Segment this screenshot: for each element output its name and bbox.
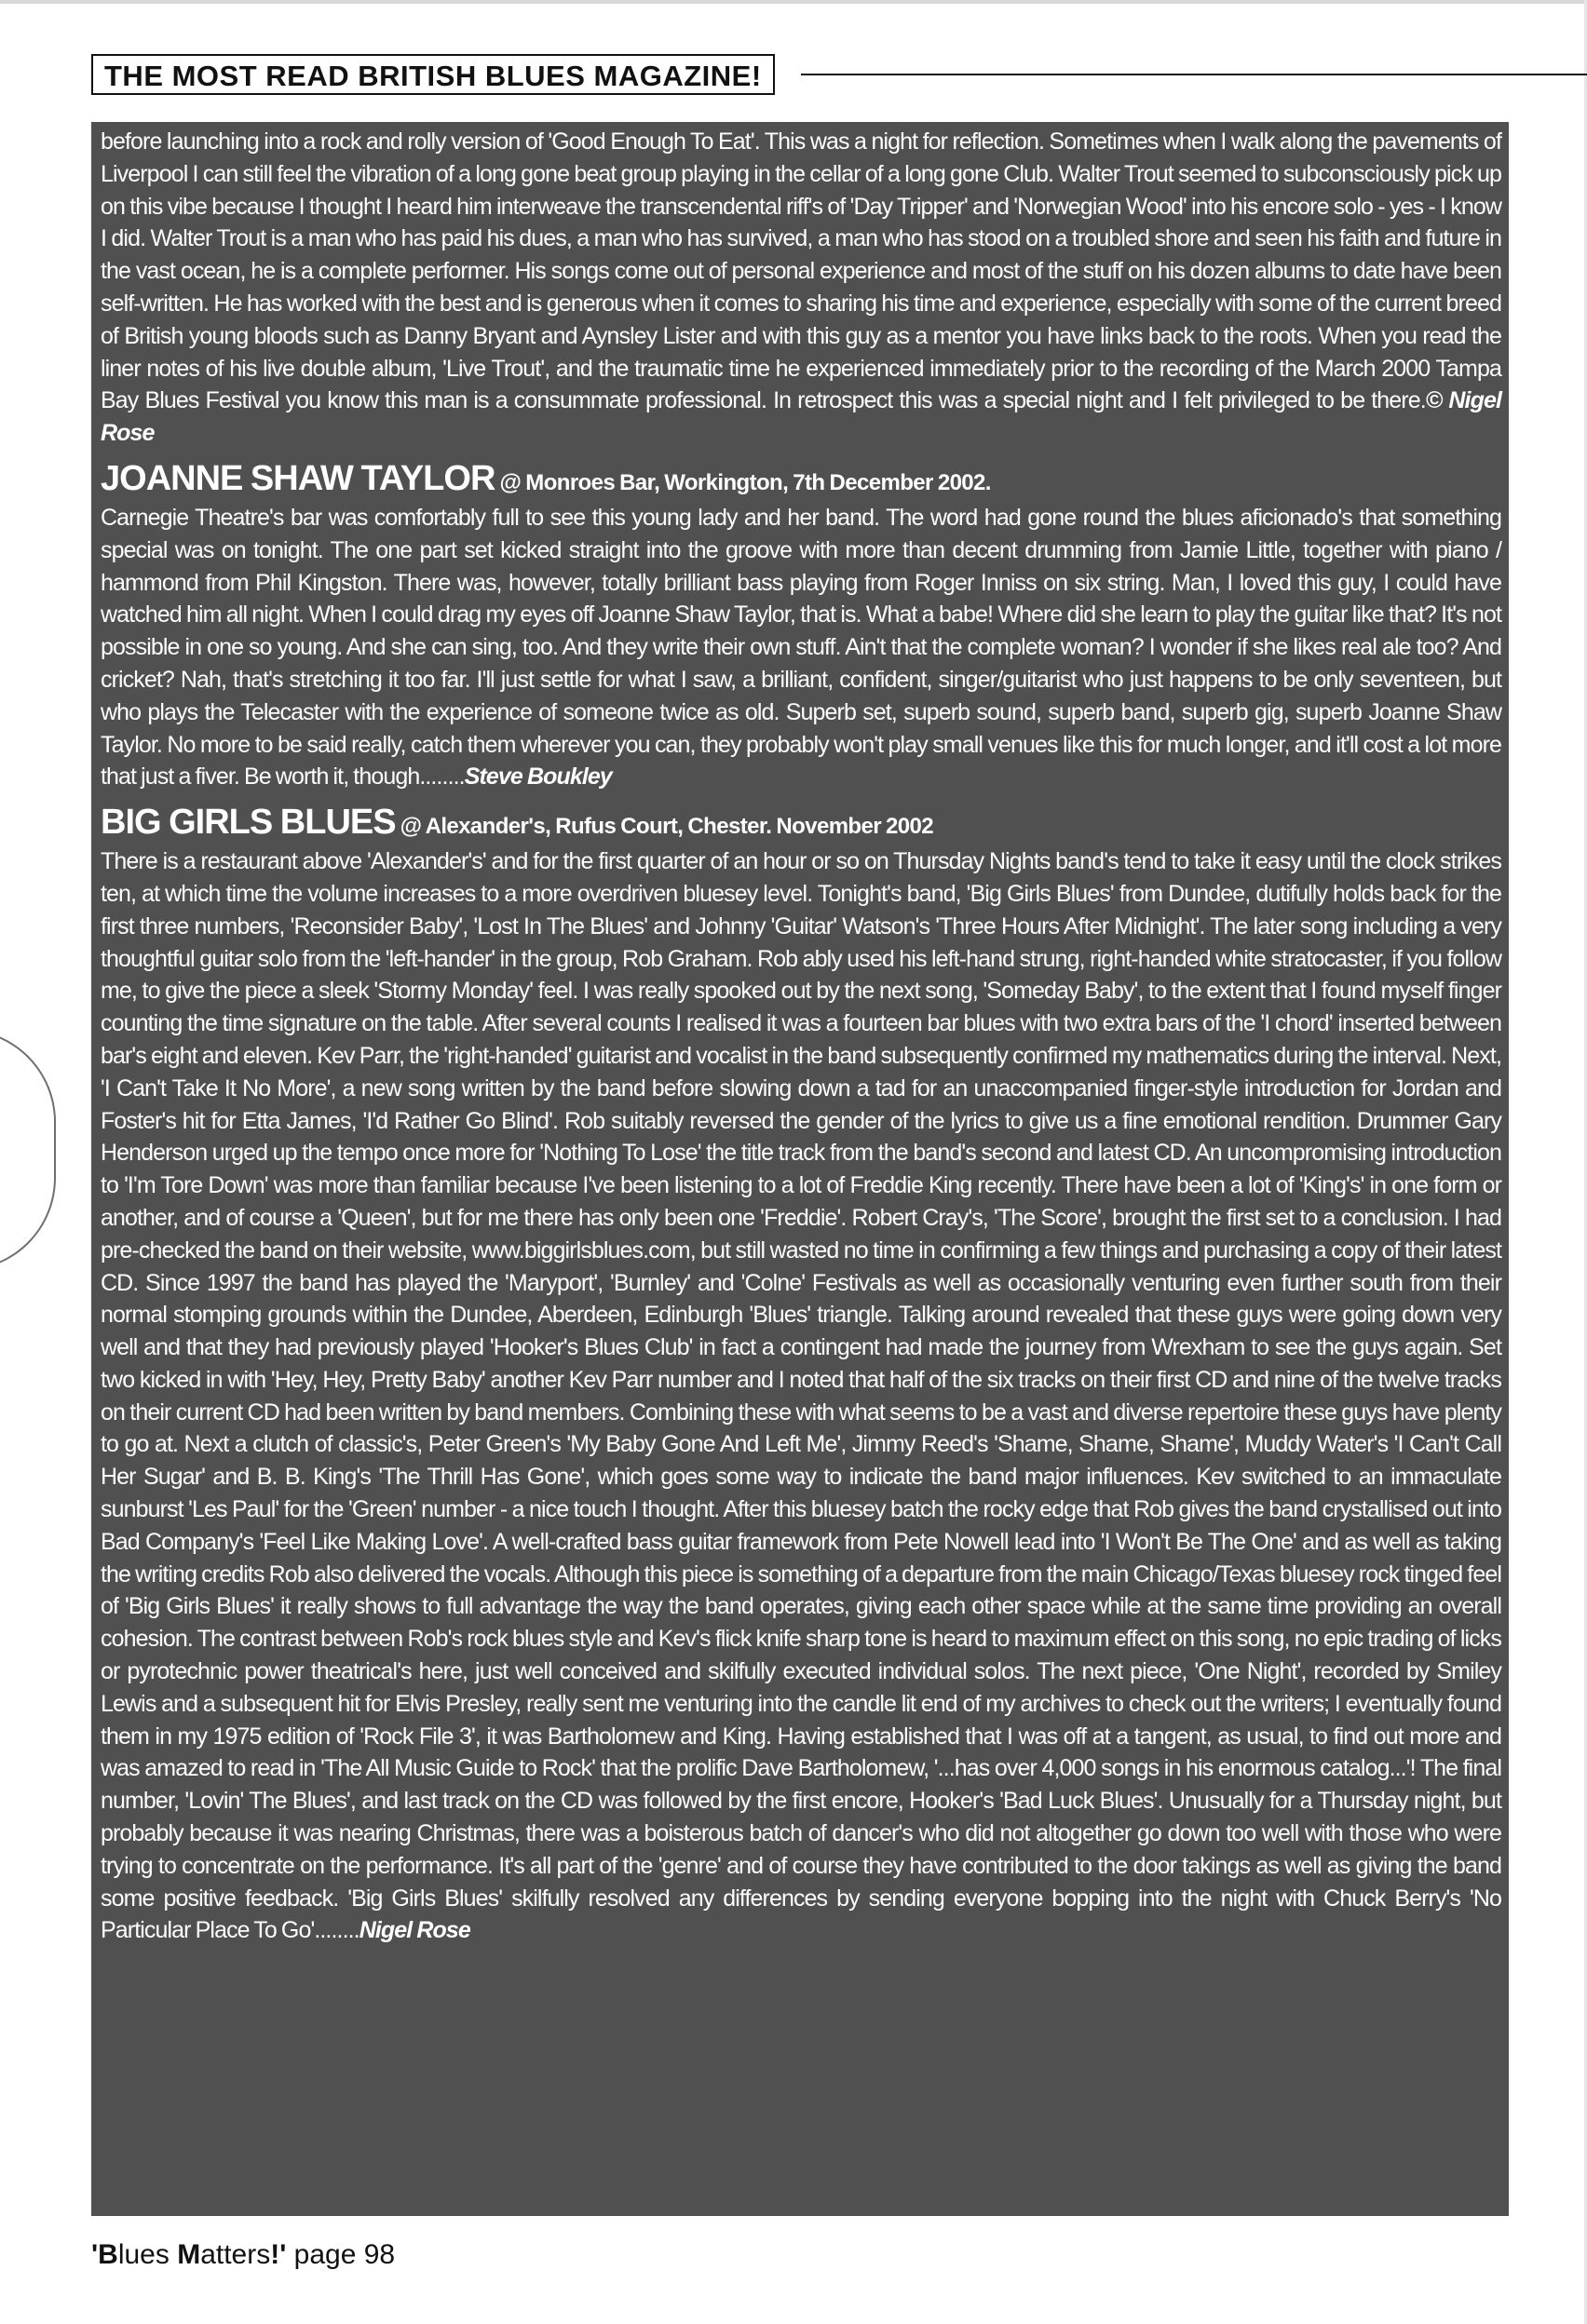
footer-quote: ' — [91, 2239, 99, 2270]
masthead-title: THE MOST READ BRITISH BLUES MAGAZINE! — [91, 54, 775, 95]
footer-atters: atters — [200, 2239, 271, 2270]
page-footer — [91, 2239, 395, 2271]
review-body: Carnegie Theatre's bar was comfortably full to see this young lady and her band. The word had gone round the blues aficionado's that something special was on tonight. The one part set kicked straight into the groove with more than decent drumming from Jamie Little, together with piano / hammond from Phil Kingston. There was, however, totally brilliant bass playing from Roger Inniss on six string. Man, I loved this guy, I could have watched him all night. When I could drag my eyes off Joanne Shaw Taylor, that is. What a babe! Where did she learn to play the guitar like that? It's not possible in one so young. And she can sing, too. And they write their own stuff. Ain't that the complete woman? I wonder if she likes real ale too? And cricket? Nah, that's stretching it too far. I'll just settle for what I saw, a brilliant, confident, singer/guitarist who just happens to be only seventeen, but who plays the Telecaster with the experience of someone twice as old. Superb set, superb sound, superb band, superb gig, superb Joanne Shaw Taylor. No more to be said really, catch them wherever you can, they probably won't play small venues like this for much longer, and it'll cost a lot more that just a fiver. Be worth it, though........ — [101, 504, 1501, 790]
footer-page-number: page 98 — [286, 2239, 396, 2270]
footer-lues: lues — [117, 2239, 178, 2270]
review-body: before launching into a rock and rolly version of 'Good Enough To Eat'. This was a night for reflection. Sometimes when I walk along the pavements of Liverpool I can still feel the vibration of a long gone beat group playing in the cellar of a long gone Club. Walter Trout seemed to subconsciously pick up on this vibe because I thought I heard him interweave the transcendental riff's of 'Day Tripper' and 'Norwegian Wood' into his encore solo - yes - I know I did. Walter Trout is a man who has paid his dues, a man who has survived, a man who has stood on a troubled shore and seen his faith and future in the vast ocean, he is a complete performer. His songs come out of personal experience and most of the stuff on his dozen albums to date have been self-written. He has worked with the best and is generous when it comes to sharing his time and experience, especially with some of the current breed of British young bloods such as Danny Bryant and Aynsley Lister and with this guy as a mentor you have links back to the roots. When you read the liner notes of his live double album, 'Live Trout', and the traumatic time he experienced immediately prior to the recording of the March 2000 Tampa Bay Blues Festival you know this man is a consummate professional. In retrospect this was a special night and I felt privileged to be there. — [101, 128, 1501, 414]
footer-m: M — [177, 2239, 201, 2270]
venue-date: @ Monroes Bar, Workington, 7th December 2002. — [499, 469, 991, 495]
footer-exclaim: !' — [270, 2239, 287, 2270]
review-byline: Steve Boukley — [464, 763, 612, 790]
review-heading-joanne-shaw-taylor — [101, 455, 1501, 502]
review-heading-big-girls-blues — [101, 799, 1501, 845]
footer-b: B — [98, 2239, 118, 2270]
review-byline: © Nigel Rose — [101, 387, 1502, 447]
scan-top-edge — [0, 0, 1587, 4]
band-name: BIG GIRLS BLUES — [101, 803, 396, 843]
binding-arc-mark — [0, 1029, 56, 1271]
review-joanne-shaw-taylor — [101, 502, 1501, 793]
review-walter-trout-continued — [101, 126, 1501, 450]
article-panel — [91, 122, 1509, 2216]
band-name: JOANNE SHAW TAYLOR — [101, 458, 495, 498]
masthead-rule — [801, 74, 1587, 75]
review-big-girls-blues — [101, 845, 1501, 1947]
review-byline: Nigel Rose — [359, 1917, 470, 1944]
review-body: There is a restaurant above 'Alexander's' and for the first quarter of an hour or so on Thursday Nights band's tend to take it easy until the clock strikes ten, at which time the volume increases to a more overdriven bluesey level. Tonight's band, 'Big Girls Blues' from Dundee, dutifully holds back for the first three numbers, 'Reconsider Baby', 'Lost In The Blues' and Johnny 'Guitar' Watson's 'Three Hours After Midnight'. The later song including a very thoughtful guitar solo from the 'left-hander' in the group, Rob Graham. Rob ably used his left-hand strung, right-handed white stratocaster, if you follow me, to give the piece a sleek 'Stormy Monday' feel. I was really spooked out by the next song, 'Someday Baby', to the extent that I found myself finger counting the time signature on the table. After several counts I realised it was a fourteen bar blues with two extra bars of the 'I chord' inserted between bar's eight and eleven. Kev Parr, the 'right-handed' guitarist and vocalist in the band subsequently confirmed my mathematics during the interval. Next, 'I Can't Take It No More', a new song written by the band before slowing down a tad for an unaccompanied finger-style introduction for Jordan and Foster's hit for Etta James, 'I'd Rather Go Blind'. Rob suitably reversed the gender of the lyrics to give us a fine emotional rendition. Drummer Gary Henderson urged up the tempo once more for 'Nothing To Lose' the title track from the band's second and latest CD. An uncompromising introduction to 'I'm Tore Down' was more than familiar because I've been listening to a lot of Freddie King recently. There have been a lot of 'King's' in one form or another, and of course a 'Queen', but for me there has only been one 'Freddie'. Robert Cray's, 'The Score', brought the first set to a conclusion. I had pre-checked the band on their website, www.biggirlsblues.com, but still wasted no time in confirming a few things and purchasing a copy of their latest CD. Since 1997 the band has played the 'Maryport', 'Burnley' and 'Colne' Festivals as well as occasionally venturing even further south from their normal stomping grounds within the Dundee, Aberdeen, Edinburgh 'Blues' triangle. Talking around revealed that these guys were going down very well and that they had previously played 'Hooker's Blues Club' in fact a contingent had made the journey from Wrexham to see the guys again. Set two kicked in with 'Hey, Hey, Pretty Baby' another Kev Parr number and I noted that half of the six tracks on their first CD and nine of the twelve tracks on their current CD had been written by band members. Combining these with what seems to be a vast and diverse repertoire these guys have plenty to go at. Next a clutch of classic's, Peter Green's 'My Baby Gone And Left Me', Jimmy Reed's 'Shame, Shame, Shame', Muddy Water's 'I Can't Call Her Sugar' and B. B. King's 'The Thrill Has Gone', which goes some way to indicate the band major influences. Kev switched to an immaculate sunburst 'Les Paul' for the 'Green' number - a nice touch I thought. After this bluesey batch the rocky edge that Rob gives the band crystallised out into Bad Company's 'Feel Like Making Love'. A well-crafted bass guitar framework from Pete Nowell lead into 'I Won't Be The One' and as well as taking the writing credits Rob also delivered the vocals. Although this piece is something of a departure from the main Chicago/Texas bluesey rock tinged feel of 'Big Girls Blues' it really shows to full advantage the way the band operates, giving each other space while at the same time providing an overall cohesion. The contrast between Rob's rock blues style and Kev's flick knife sharp tone is heard to maximum effect on this song, no epic trading of licks or pyrotechnic power theatrical's here, just well conceived and skilfully executed individual solos. The next piece, 'One Night', recorded by Smiley Lewis and a subsequent hit for Elvis Presley, really sent me venturing into the candle lit end of my archives to check out the writers; I eventually found them in my 1975 edition of 'Rock File 3', it was Bartholomew and King. Having established that I was off at a tangent, as usual, to find out more and was amazed to read in 'The All Music Guide to Rock' that the prolific Dave Bartholomew, '...has over 4,000 songs in his enormous catalog...'! The final number, 'Lovin' The Blues', and last track on the CD was followed by the first encore, Hooker's 'Bad Luck Blues'. Unusually for a Thursday night, but probably because it was nearing Christmas, there was a boisterous batch of dancer's who did not altogether go down too well with those who were trying to concentrate on the performance. It's all part of the 'genre' and of course they have contributed to the door takings as well as giving the band some positive feedback. 'Big Girls Blues' skilfully resolved any differences by sending everyone bopping into the night with Chuck Berry's 'No Particular Place To Go'........ — [101, 848, 1501, 1944]
venue-date: @ Alexander's, Rufus Court, Chester. November 2002 — [400, 814, 934, 840]
